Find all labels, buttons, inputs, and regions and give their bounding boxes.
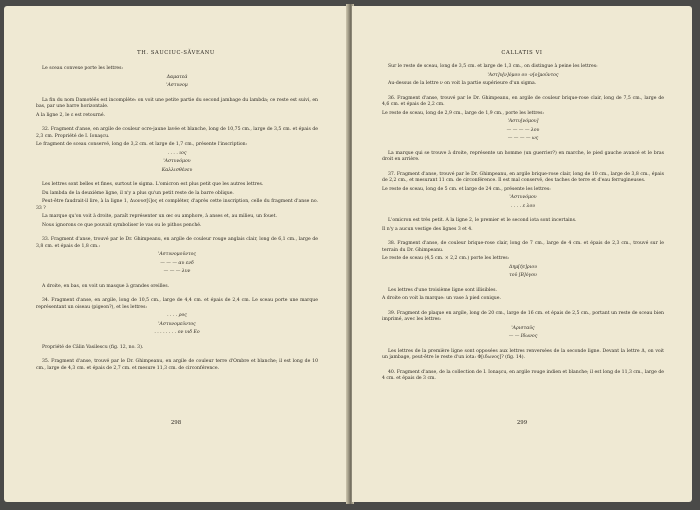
paragraph: 39. Fragment de plaque en argile, long de 20 cm., large de 16 cm. et épais de 2,5 cm., portant un reste de sceau bien imprimé, avec les lettres: bbox=[382, 310, 664, 322]
inscription-line: 'Αστυνόμου bbox=[509, 195, 537, 200]
inscription-line: 'Αστυνομοῦντος bbox=[158, 252, 196, 257]
right-page-text bbox=[382, 64, 664, 385]
paragraph: A droite on voit la marque: un vase à pied conique. bbox=[382, 296, 501, 301]
paragraph: Nous ignorons ce que pouvait symboliser le vas ou le pithos penché. bbox=[42, 222, 202, 228]
inscription-line: . . . . ιος bbox=[167, 150, 187, 156]
paragraph: 38. Fragment d'anse, de couleur brique-rose clair, long de 7 cm., large de 4 cm. et épais de 2,3 cm., trouvé sur le terrain du Dr. Ghimpeanu. bbox=[382, 241, 664, 253]
inscription-line: Καλλισθένευ bbox=[161, 167, 193, 173]
paragraph: Le sceau convexe porte les lettres: bbox=[42, 66, 124, 71]
paragraph: Le reste de sceau, long de 2,9 cm., large de 1,9 cm., porte les lettres: bbox=[382, 110, 545, 116]
paragraph: La fin du nom Damotéês est incomplète: on voit une petite partie du second jambage du lambda; ce reste est suivi, en bas, par une barre horizontale. bbox=[36, 97, 318, 109]
inscription-line: — — — — λου bbox=[506, 127, 540, 133]
paragraph: A la ligne 2, le ε est retourné. bbox=[36, 112, 105, 118]
paragraph: 32. Fragment d'anse, en argile de couleur ocre-jaune lavée et blanche, long de 10,75 cm., large de 3,5 cm. et épais de 2,3 cm. Propriété de I. Ionaşcu. bbox=[36, 127, 318, 139]
inscription-line: . . . . ε λου bbox=[510, 203, 536, 209]
inscription-line: 'Αστυνόμου bbox=[163, 159, 191, 164]
paragraph: 37. Fragment d'anse, trouvé par le Dr. Ghimpeanu, en argile brique-rose clair, long de 10 cm., large de 3,8 cm., épais de 2,2 cm., et mesurant 11 cm. de circonférence. Il est mal conservé, des taches de terre et d'eau ferrugineuses. bbox=[382, 171, 664, 183]
left-page-number: 298 bbox=[170, 420, 182, 426]
inscription-line: 'Αστ]υ[ν]όμου ου -ν[ο]μοῦντος bbox=[487, 72, 559, 78]
paragraph: 40. Fragment d'anse, de la collection de I. Ionaşcu, en argile rouge indien et blanche; il est long de 11,3 cm., large de 4 cm. et épais de 3 cm. bbox=[382, 369, 664, 381]
inscription-line: — — Ιδωνος bbox=[508, 334, 538, 339]
paragraph: Les lettres d'une troisième ligne sont illisibles. bbox=[388, 287, 497, 293]
left-page bbox=[4, 6, 348, 502]
paragraph: 36. Fragment d'anse, trouvé par le Dr. Ghimpeanu, en argile de couleur brique-rose clair, long de 7,5 cm., large de 4,6 cm. et épais de 2,2 cm. bbox=[382, 95, 664, 107]
paragraph: Au-dessus de la lettre ν on voit la partie supérieure d'un sigma. bbox=[388, 81, 537, 86]
paragraph: Peut-être faudrait-il lire, à la ligne 1, Διονυσ[ί]ος et compléter, d'après cette inscription, celle du fragment d'anse no. 33 ? bbox=[36, 199, 318, 211]
inscription-line: . . . . . . . . ον υιδ Εο bbox=[154, 330, 200, 335]
inscription-line: 'Αστυνομεῦντος bbox=[158, 321, 196, 327]
paragraph: 34. Fragment d'anse, en argile, long de 10,5 cm., large de 4,4 cm. et épais de 2,4 cm. Le sceau porte une marque représentant un oiseau (pigeon?), et les lettres: bbox=[36, 298, 318, 310]
inscription-line: — — — — ως bbox=[507, 136, 539, 141]
inscription-line: — — — αυ ενδ bbox=[160, 260, 194, 266]
inscription-line: . . . . ρος bbox=[167, 313, 187, 318]
right-page bbox=[352, 6, 692, 502]
paragraph: 33. Fragment d'anse, trouvé par le Dr. Ghimpeanu, en argile de couleur rouge anglais clair, long de 6,1 cm., large de 3,8 cm. et épais de 1,8 cm.: bbox=[36, 237, 318, 249]
paragraph: 35. Fragment d'anse, trouvé par le Dr. Ghimpeanu, en argile de couleur terre d'Ombre et blanche; il est long de 10 cm., large de 4,3 cm. et épais de 2,7 cm. et mesure 11,3 cm. de circonférence. bbox=[36, 359, 318, 371]
left-page-text bbox=[36, 66, 318, 374]
paragraph: L'omicron est très petit. A la ligne 2, le premier et le second iota sont incertains. bbox=[388, 218, 577, 223]
paragraph: Les lettres de la première ligne sont opposées aux lettres renversées de la seconde ligne. Devant la lettre Δ, on voit un jambage, peut-être le reste d'un iota: Φ[ιδωνος]? (fig. 14). bbox=[382, 348, 664, 360]
paragraph: Le reste de sceau, long de 5 cm. et large de 24 cm., présente les lettres: bbox=[382, 186, 551, 192]
paragraph: Il n'y a aucun vestige des lignes 3 et 4. bbox=[382, 226, 473, 232]
paragraph: Les lettres sont belles et fines, surtout le sigma. L'omicron est plus petit que les autres lettres. bbox=[42, 182, 264, 187]
paragraph: Sur le reste de sceau, long de 3,5 cm. et large de 1,3 cm., on distingue à peine les lettres: bbox=[388, 64, 598, 69]
right-running-header: CALLATIS VI bbox=[501, 50, 543, 56]
inscription-line: 'Αρισταῦς bbox=[511, 325, 535, 331]
paragraph: Propriété de Câlin Vasilescu (fig. 12, no. 3). bbox=[42, 344, 144, 350]
inscription-line: Δημ[ήτ]ριου bbox=[509, 264, 537, 270]
right-page-number: 299 bbox=[516, 420, 528, 426]
inscription-line: Δαματεά bbox=[166, 74, 188, 80]
paragraph: A droite, en bas, on voit un masque à grandes oreilles. bbox=[42, 283, 170, 289]
paragraph: Le reste de sceau (4,5 cm. × 2,2 cm.) porte les lettres: bbox=[382, 256, 510, 261]
inscription-line: — — — λυν bbox=[163, 269, 191, 274]
inscription-line: 'Αστυνομ bbox=[166, 83, 188, 88]
paragraph: Du lambda de la deuxième ligne, il n'y a plus qu'un petit reste de la barre oblique. bbox=[42, 190, 234, 196]
inscription-line: τοῦ [Β]όγου bbox=[509, 273, 537, 278]
paragraph: La marque qu'on voit à droite, paraît représenter un œc ou amphore, à anses et, au milieu, un fouet. bbox=[42, 214, 277, 219]
paragraph: Le fragment de sceau conservé, long de 3,2 cm. et large de 1,7 cm., présente l'inscription: bbox=[36, 142, 248, 147]
inscription-line: 'Αστυ[νόμου] bbox=[507, 119, 539, 124]
left-running-header: TH. SAUCIUC-SĂVEANU bbox=[137, 50, 215, 56]
paragraph: La marque qui se trouve à droite, représente un homme (un guerrier?) en marche, le pied gauche avancé et le bras droit en arrière. bbox=[382, 150, 664, 162]
